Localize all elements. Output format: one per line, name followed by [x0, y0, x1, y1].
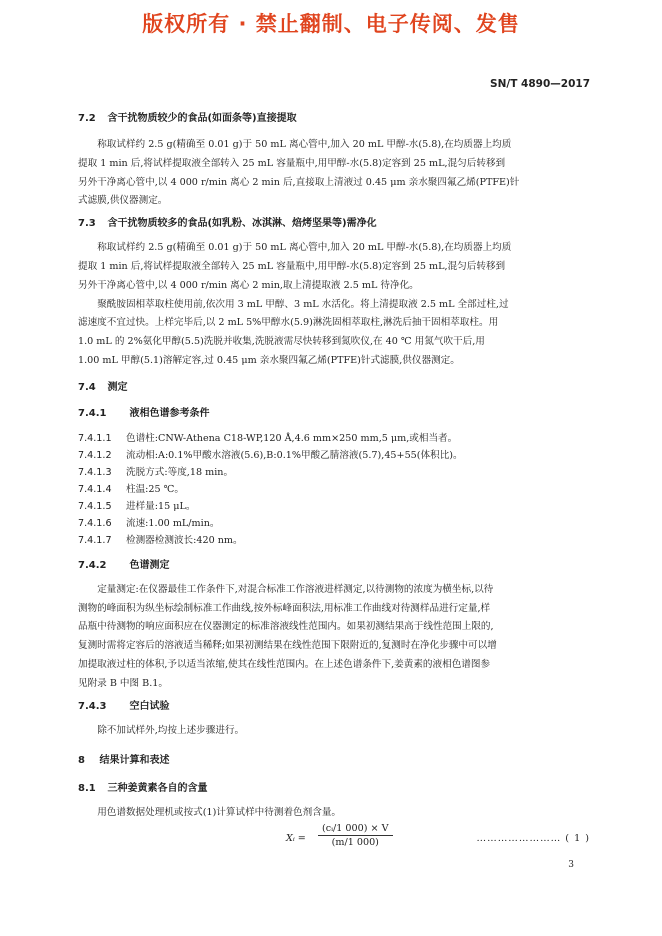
equation-label: …………………… ( 1 ): [476, 833, 590, 845]
heading-7-4-3: [78, 700, 592, 714]
item-number: 7.4.1.4: [78, 483, 112, 495]
paragraph-7-2: [78, 136, 592, 211]
item-text: 进样量:15 μL。: [126, 500, 196, 512]
item-text: 柱温:25 ℃。: [126, 483, 185, 495]
text-line: 提取 1 min 后,将试样提取液全部转入 25 mL 容量瓶中,用甲醇-水(5.8)定容到 25 mL,混匀后转移到: [78, 260, 506, 272]
heading-title: 测定: [107, 381, 128, 393]
heading-title: 三种姜黄素各自的含量: [107, 783, 208, 795]
text-line: 测物的峰面积为纵坐标绘制标准工作曲线,按外标峰面积法,用标准工作曲线对待测样品进行定量,样: [78, 602, 491, 614]
heading-number: 8: [78, 755, 85, 767]
text-line: 加提取液过柱的体积,予以适当浓缩,使其在线性范围内。在上述色谱条件下,姜黄素的液相色谱图参: [78, 658, 491, 670]
text-line: 1.00 mL 甲醇(5.1)溶解定容,过 0.45 μm 亲水聚四氟乙烯(PTFE)针式滤膜,供仪器测定。: [78, 354, 460, 366]
text-line: 品瓶中待测物的响应面积应在仪器测定的标准溶液线性范围内。如果初测结果高于线性范围上限的,: [78, 621, 494, 633]
item-text: 色谱柱:CNW-Athena C18-WP,120 Å,4.6 mm×250 mm,5 μm,或相当者。: [126, 432, 458, 444]
paragraph-7-4-3: [78, 722, 592, 741]
heading-number: 8.1: [78, 783, 96, 795]
watermark-banner: 版权所有 · 禁止翻制、电子传阅、发售: [142, 12, 520, 36]
text-line: 1.0 mL 的 2%氨化甲醇(5.5)洗脱并收集,洗脱液需尽快转移到氮吹仪,在 40 ℃ 用氮气吹干后,用: [78, 336, 485, 348]
heading-8-1: [78, 782, 592, 796]
paragraph-8-1: [78, 804, 592, 823]
heading-7-2: [78, 112, 592, 126]
list-item: [78, 498, 592, 515]
text-line: 提取 1 min 后,将试样提取液全部转入 25 mL 容量瓶中,用甲醇-水(5.8)定容到 25 mL,混匀后转移到: [78, 157, 506, 169]
text-line: 见附录 B 中图 B.1。: [78, 677, 168, 689]
page-number: 3: [568, 860, 574, 870]
heading-title: 色谱测定: [129, 559, 170, 571]
item-number: 7.4.1.3: [78, 466, 112, 478]
paragraph-7-3-b: [78, 296, 592, 371]
text-line: 用色谱数据处理机或按式(1)计算试样中待测着色剂含量。: [97, 807, 342, 819]
paragraph-7-4-2: [78, 581, 592, 694]
item-number: 7.4.1.5: [78, 500, 112, 512]
list-item: [78, 430, 592, 447]
item-text: 洗脱方式:等度,18 min。: [126, 466, 234, 478]
item-number: 7.4.1.7: [78, 534, 112, 546]
heading-title: 含干扰物质较少的食品(如面条等)直接提取: [107, 113, 297, 124]
formula-denominator: (m/1 000): [331, 837, 379, 849]
standard-number: SN/T 4890—2017: [490, 78, 590, 90]
heading-title: 液相色谱参考条件: [129, 407, 210, 419]
document-body: [78, 112, 592, 857]
formula-numerator: (cᵢ/1 000) × V: [318, 823, 393, 836]
list-item: [78, 532, 592, 549]
item-text: 流动相:A:0.1%甲酸水溶液(5.6),B:0.1%甲酸乙腈溶液(5.7),45+55(体积比)。: [126, 449, 463, 461]
heading-title: 结果计算和表述: [99, 755, 170, 767]
formula-fraction: [318, 823, 393, 848]
item-text: 流速:1.00 mL/min。: [126, 517, 220, 529]
text-line: 聚酰胺固相萃取柱使用前,依次用 3 mL 甲醇、3 mL 水活化。将上清提取液 2.5 mL 全部过柱,过: [97, 298, 509, 310]
heading-7-4-1: [78, 407, 592, 421]
heading-number: 7.3: [78, 218, 96, 230]
heading-number: 7.4.3: [78, 700, 107, 712]
text-line: 称取试样约 2.5 g(精确至 0.01 g)于 50 mL 离心管中,加入 20 mL 甲醇-水(5.8),在均质器上均质: [97, 242, 512, 254]
list-item: [78, 515, 592, 532]
list-item: [78, 447, 592, 464]
heading-title: 含干扰物质较多的食品(如乳粉、冰淇淋、焙烤坚果等)需净化: [107, 218, 377, 230]
lc-conditions-list: [78, 430, 592, 549]
formula-1: [78, 823, 592, 857]
list-item: [78, 481, 592, 498]
text-line: 除不加试样外,均按上述步骤进行。: [97, 724, 245, 736]
text-line: 称取试样约 2.5 g(精确至 0.01 g)于 50 mL 离心管中,加入 20 mL 甲醇-水(5.8),在均质器上均质: [97, 139, 512, 150]
heading-7-3: [78, 217, 592, 231]
text-line: 式滤膜,供仪器测定。: [78, 195, 168, 207]
heading-7-4: [78, 381, 592, 395]
heading-title: 空白试验: [129, 700, 170, 712]
text-line: 滤速度不宜过快。上样完毕后,以 2 mL 5%甲醇水(5.9)淋洗固相萃取柱,淋洗后抽干固相萃取柱。用: [78, 317, 499, 329]
paragraph-7-3-a: [78, 239, 592, 295]
list-item: [78, 464, 592, 481]
text-line: 另外干净离心管中,以 4 000 r/min 离心 2 min,取上清提取液 2.5 mL 待净化。: [78, 279, 419, 291]
heading-number: 7.2: [78, 113, 96, 124]
text-line: 另外干净离心管中,以 4 000 r/min 离心 2 min 后,直接取上清液过 0.45 μm 亲水聚四氟乙烯(PTFE)针: [78, 176, 520, 188]
heading-7-4-2: [78, 559, 592, 573]
heading-number: 7.4.1: [78, 407, 107, 419]
heading-number: 7.4: [78, 381, 96, 393]
text-line: 复测时需将定容后的溶液适当稀释;如果初测结果在线性范围下限附近的,复测时在净化步骤中可以增: [78, 640, 497, 652]
heading-8: [78, 754, 592, 768]
item-number: 7.4.1.1: [78, 432, 112, 444]
item-number: 7.4.1.2: [78, 449, 112, 461]
heading-number: 7.4.2: [78, 559, 107, 571]
text-line: 定量测定:在仪器最佳工作条件下,对混合标准工作溶液进样测定,以待测物的浓度为横坐标,以待: [97, 583, 494, 595]
item-text: 检测器检测波长:420 nm。: [126, 534, 243, 546]
formula-lhs: Xᵢ =: [286, 833, 306, 845]
item-number: 7.4.1.6: [78, 517, 112, 529]
